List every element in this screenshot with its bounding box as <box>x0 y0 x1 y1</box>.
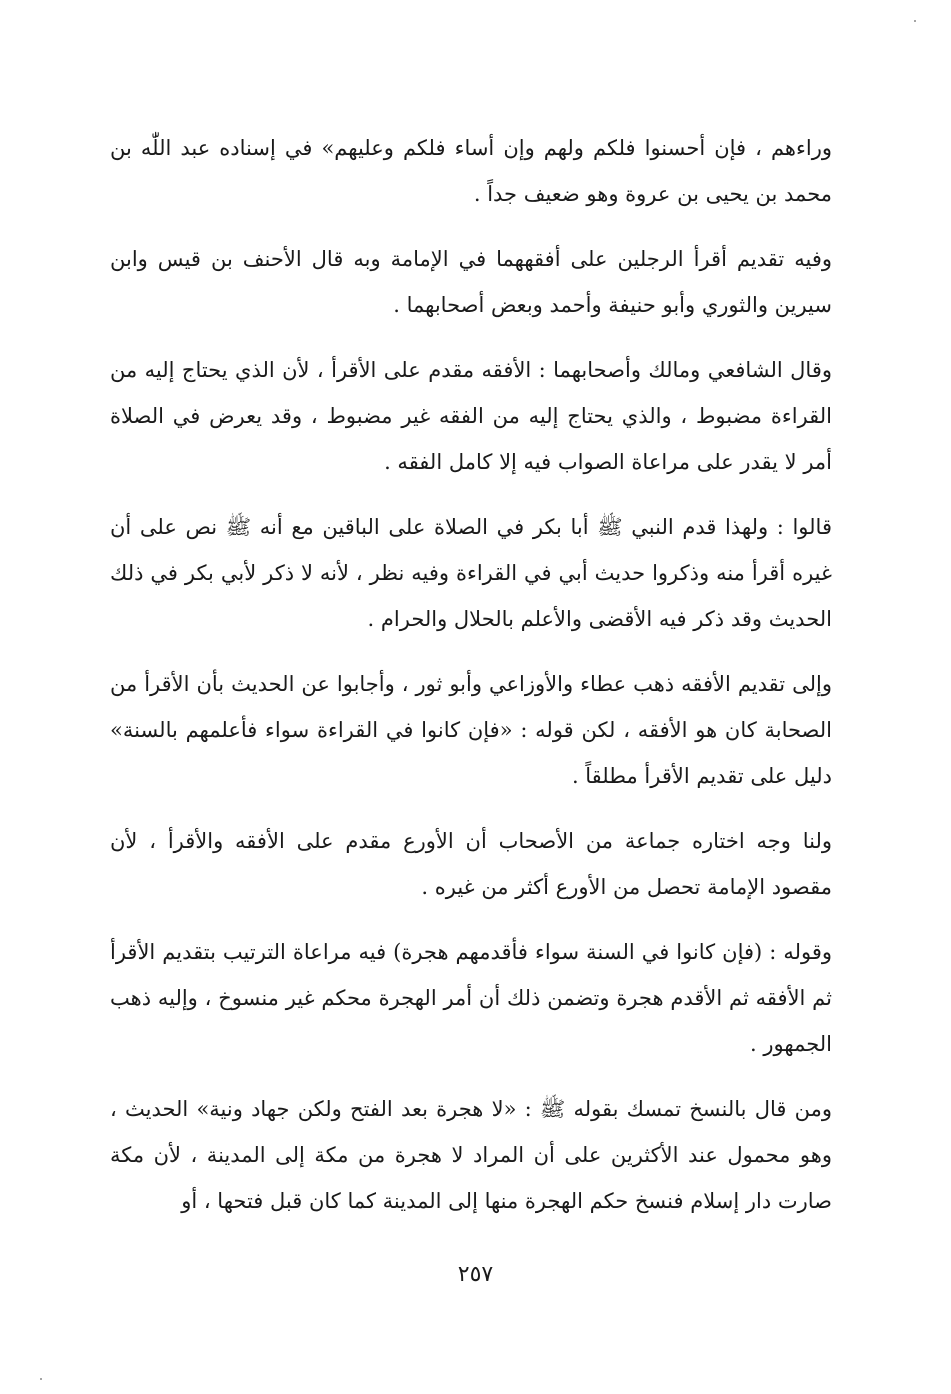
paragraph: قالوا : ولهذا قدم النبي ﷺ أبا بكر في الصلاة على الباقين مع أنه ﷺ نص على أن غيره أقرأ منه وذكروا حديث أبي في القراءة وفيه نظر ، لأنه لا ذكر لأبي بكر في ذلك الحديث وقد ذكر فيه الأقضى والأعلم بالحلال والحرام . <box>110 515 832 631</box>
paragraph: وإلى تقديم الأفقه ذهب عطاء والأوزاعي وأبو ثور ، وأجابوا عن الحديث بأن الأقرأ من الصحابة كان هو الأفقه ، لكن قوله : «فإن كانوا في القراءة سواء فأعلمهم بالسنة» دليل على تقديم الأقرأ مطلقاً . <box>110 672 832 788</box>
paragraph: وراءهم ، فإن أحسنوا فلكم ولهم وإن أساء فلكم وعليهم» في إسناده عبد اللّٰه بن محمد بن يحيى بن عروة وهو ضعيف جداً . <box>110 136 832 206</box>
scan-speck <box>40 1378 42 1380</box>
paragraph: ومن قال بالنسخ تمسك بقوله ﷺ : «لا هجرة بعد الفتح ولكن جهاد ونية» الحديث ، وهو محمول عند الأكثرين على أن المراد لا هجرة من مكة إلى المدينة ، لأن مكة صارت دار إسلام فنسخ حكم الهجرة منها إلى المدينة كما كان قبل فتحها ، أو <box>110 1097 832 1213</box>
page-number: ٢٥٧ <box>457 1262 494 1287</box>
scan-speck <box>914 20 916 22</box>
paragraph: وقال الشافعي ومالك وأصحابهما : الأفقه مقدم على الأقرأ ، لأن الذي يحتاج إليه من القراءة مضبوط ، والذي يحتاج إليه من الفقه غير مضبوط ، وقد يعرض في الصلاة أمر لا يقدر على مراعاة الصواب فيه إلا كامل الفقه . <box>110 358 832 474</box>
paragraph: ولنا وجه اختاره جماعة من الأصحاب أن الأورع مقدم على الأفقه والأقرأ ، لأن مقصود الإمامة تحصل من الأورع أكثر من غيره . <box>110 829 832 899</box>
paragraph: وقوله : (فإن كانوا في السنة سواء فأقدمهم هجرة) فيه مراعاة الترتيب بتقديم الأقرأ ثم الأفقه ثم الأقدم هجرة وتضمن ذلك أن أمر الهجرة محكم غير منسوخ ، وإليه ذهب الجمهور . <box>110 940 832 1056</box>
paragraph: وفيه تقديم أقرأ الرجلين على أفقههما في الإمامة وبه قال الأحنف بن قيس وابن سيرين والثوري وأبو حنيفة وأحمد وبعض أصحابهما . <box>110 247 832 317</box>
body-text <box>110 125 832 1243</box>
